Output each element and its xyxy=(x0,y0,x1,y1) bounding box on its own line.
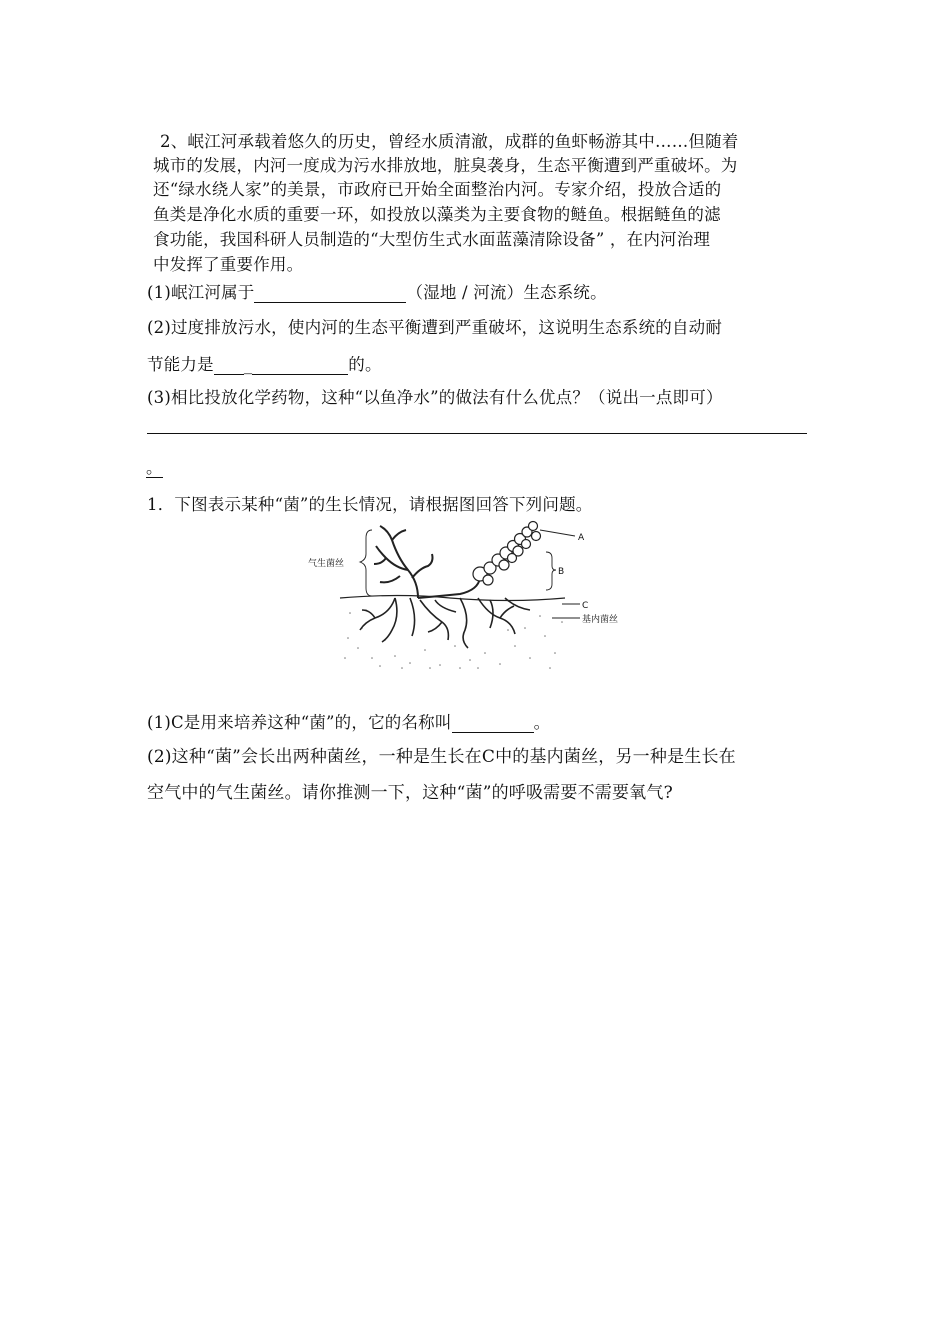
q2-intro-line: 城市的发展，内河一度成为污水排放地，脏臭袭身，生态平衡遭到严重破坏。为 xyxy=(153,156,738,175)
label-aerial-mycelium: 气生菌丝 xyxy=(308,559,345,569)
q2-sub1-answer-blank[interactable] xyxy=(254,284,406,303)
q2-sub2-answer-blank-a[interactable] xyxy=(214,356,244,375)
q2-sub1 xyxy=(147,279,607,303)
q1-sub1 xyxy=(147,709,550,733)
q2-end-mark: 。 xyxy=(146,458,163,477)
q2-sub3: (3)相比投放化学药物，这种“以鱼净水”的做法有什么优点？（说出一点即可） xyxy=(147,388,723,407)
q1-sub2-line2: 空气中的气生菌丝。请你推测一下，这种“菌”的呼吸需要不需要氧气? xyxy=(147,783,673,803)
label-substrate-mycelium: 基内菌丝 xyxy=(582,615,619,625)
q2-sub2-line1: (2)过度排放污水，使内河的生态平衡遭到严重破坏，这说明生态系统的自动耐 xyxy=(147,318,723,337)
q2-sub3-answer-line[interactable] xyxy=(147,433,807,434)
q2-intro-line: 还“绿水绕人家”的美景，市政府已开始全面整治内河。专家介绍，投放合适的 xyxy=(153,180,722,199)
q1-sub1-answer-blank[interactable] xyxy=(452,714,534,733)
q1-sub1-suffix: 。 xyxy=(533,713,551,732)
q1-sub1-prefix: (1)C是用来培养这种“菌”的，它的名称叫 xyxy=(147,713,452,732)
label-c: C xyxy=(582,601,589,611)
q2-sub2-answer-blank-b[interactable] xyxy=(252,356,348,375)
q2-sub2-mid: _ xyxy=(243,355,253,374)
aerial-mycelium xyxy=(374,526,480,598)
q2-sub1-prefix: (1)岷江河属于 xyxy=(147,283,255,302)
q2-intro-line: 中发挥了重要作用。 xyxy=(153,255,304,274)
q2-sub1-suffix: （湿地 / 河流）生态系统。 xyxy=(406,283,607,302)
q2-sub2-line2 xyxy=(147,351,382,375)
fungus-growth-figure xyxy=(300,518,630,676)
q2-intro-line: 鱼类是净化水质的重要一环，如投放以藻类为主要食物的鲢鱼。根据鲢鱼的滤 xyxy=(153,205,721,224)
q2-sub2-prefix: 节能力是 xyxy=(147,355,214,374)
label-b: B xyxy=(558,567,565,577)
label-a: A xyxy=(578,533,585,543)
q1-stem: 1．下图表示某种“菌”的生长情况，请根据图回答下列问题。 xyxy=(147,495,593,514)
q2-intro-line: 2、岷江河承载着悠久的历史，曾经水质清澈，成群的鱼虾畅游其中……但随着 xyxy=(160,132,739,151)
q2-sub2-suffix: 的。 xyxy=(348,355,382,374)
q2-intro-line: 食功能，我国科研人员制造的“大型仿生式水面蓝藻清除设备” ，在内河治理 xyxy=(153,230,711,249)
culture-medium xyxy=(340,596,565,669)
spore-chain xyxy=(473,522,541,586)
q1-sub2-line1: (2)这种“菌”会长出两种菌丝，一种是生长在C中的基内菌丝，另一种是生长在 xyxy=(147,747,736,767)
